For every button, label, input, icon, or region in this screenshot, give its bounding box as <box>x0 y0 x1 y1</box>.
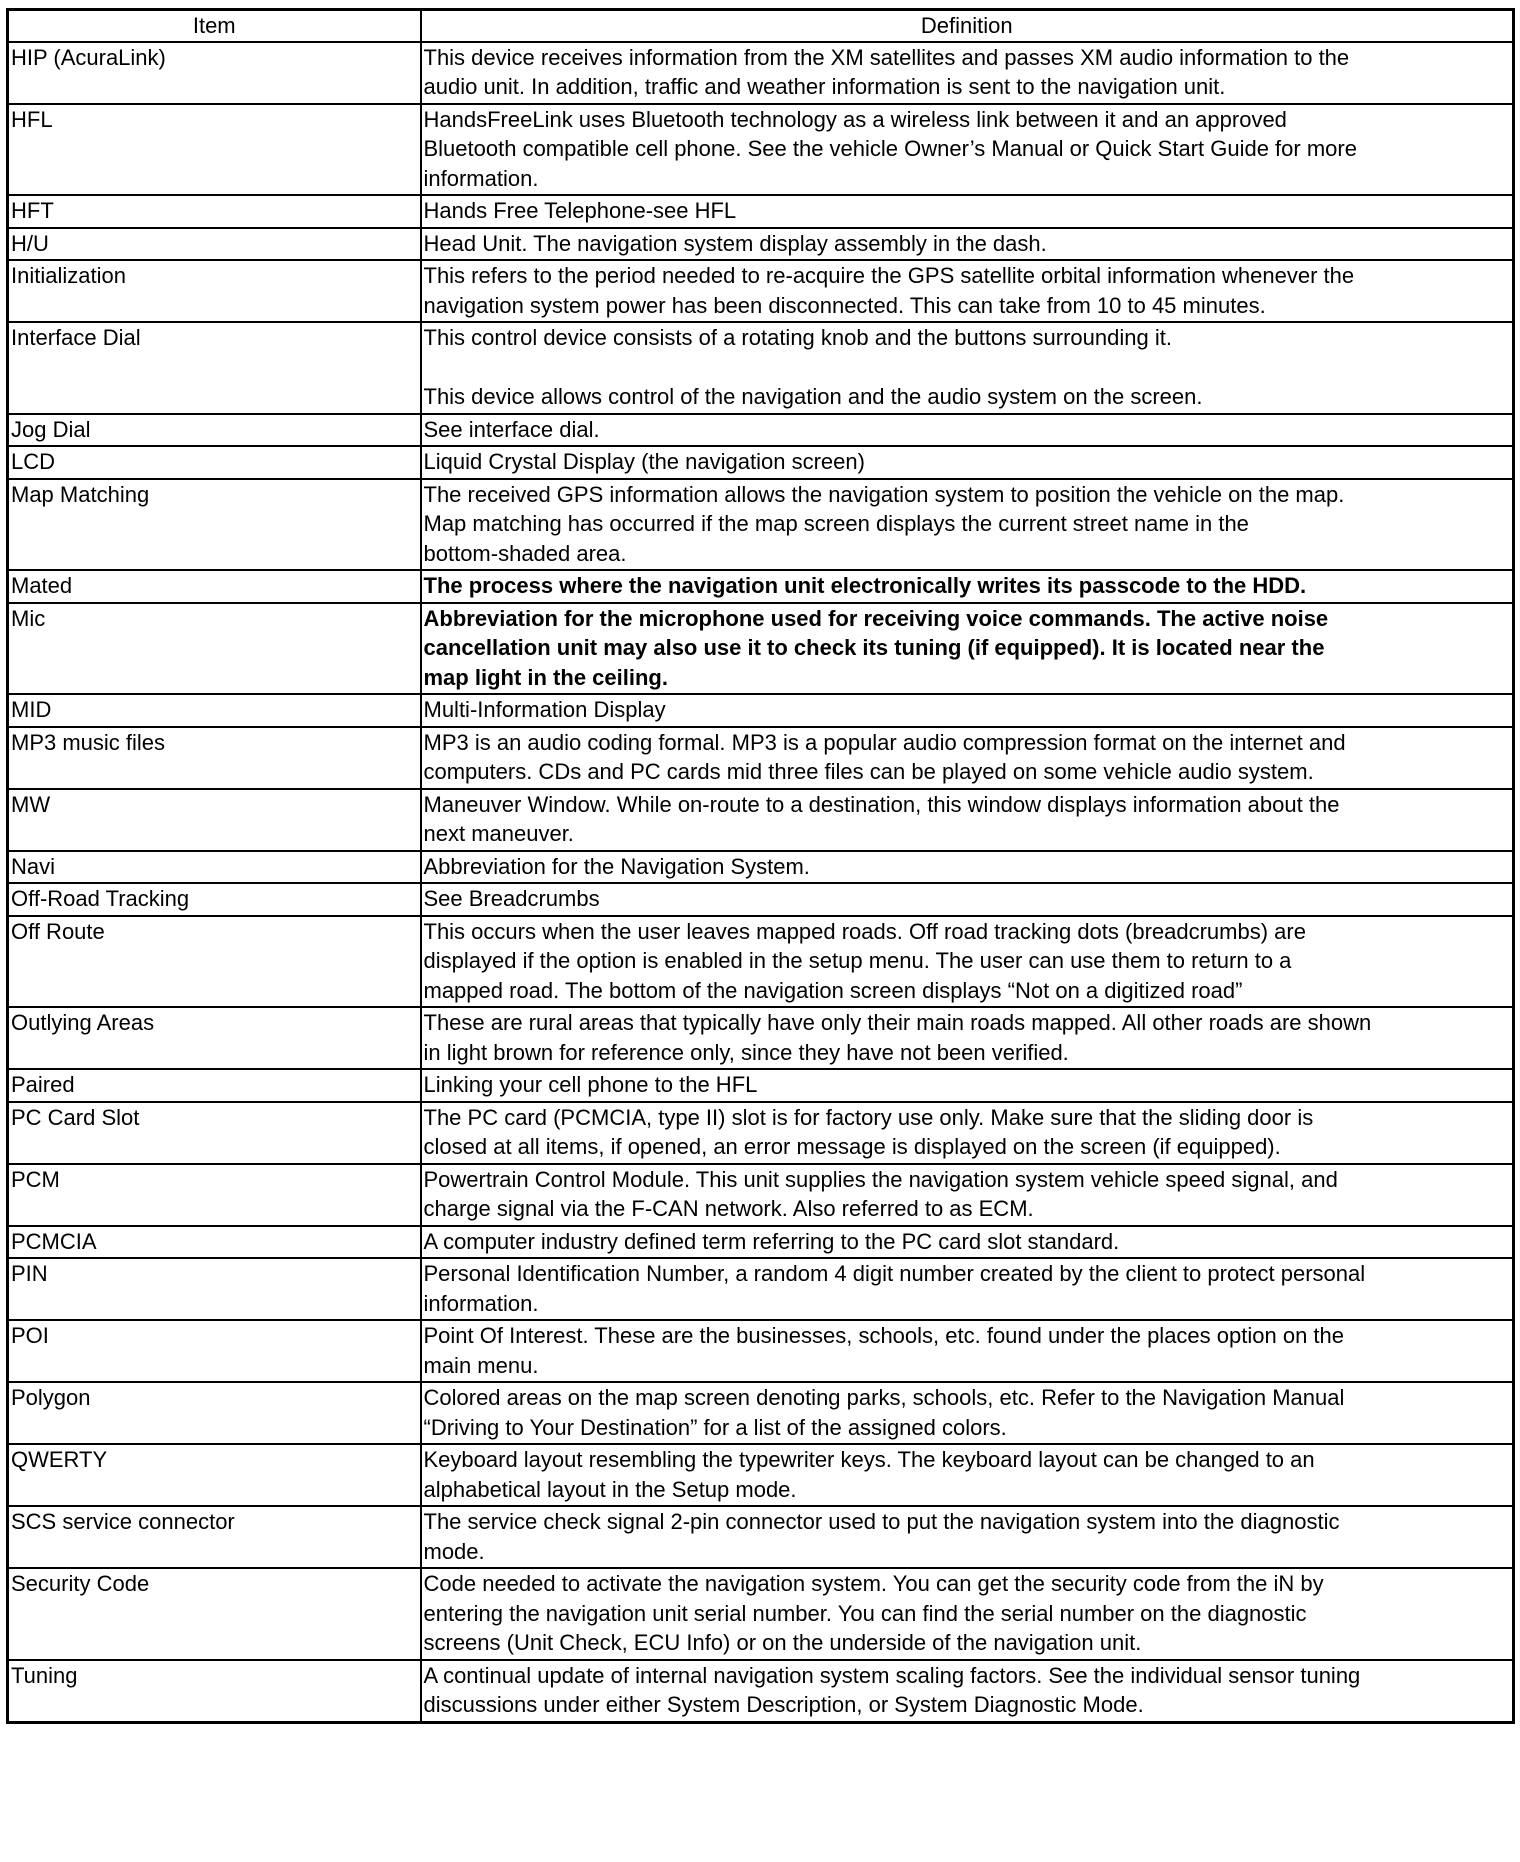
term-cell: Off-Road Tracking <box>8 883 421 916</box>
table-row <box>8 727 1514 789</box>
term-cell: MW <box>8 789 421 851</box>
definition-cell: HandsFreeLink uses Bluetooth technology as a wireless link between it and an approved Bluetooth compatible cell phone. See the vehicle Owner’s Manual or Quick Start Guide for more information. <box>421 104 1514 196</box>
table-row <box>8 1568 1514 1660</box>
table-row <box>8 1320 1514 1382</box>
definition-cell: This device receives information from the XM satellites and passes XM audio information to the audio unit. In addition, traffic and weather information is sent to the navigation unit. <box>421 42 1514 104</box>
term-cell: HIP (AcuraLink) <box>8 42 421 104</box>
term-cell: Polygon <box>8 1382 421 1444</box>
term-cell: MID <box>8 694 421 727</box>
table-row <box>8 1164 1514 1226</box>
definition-cell: MP3 is an audio coding formal. MP3 is a popular audio compression format on the internet and computers. CDs and PC cards mid three files can be played on some vehicle audio system. <box>421 727 1514 789</box>
table-row <box>8 916 1514 1008</box>
column-header-definition: Definition <box>421 10 1514 42</box>
definition-cell: The received GPS information allows the navigation system to position the vehicle on the map. Map matching has occurred if the map screen displays the current street name in the bottom-shaded area. <box>421 479 1514 571</box>
definition-cell: These are rural areas that typically have only their main roads mapped. All other roads are shown in light brown for reference only, since they have not been verified. <box>421 1007 1514 1069</box>
table-row <box>8 1226 1514 1259</box>
table-row <box>8 1258 1514 1320</box>
definition-cell: The PC card (PCMCIA, type II) slot is for factory use only. Make sure that the sliding door is closed at all items, if opened, an error message is displayed on the screen (if equipped). <box>421 1102 1514 1164</box>
table-row <box>8 1069 1514 1102</box>
definition-cell: Point Of Interest. These are the businesses, schools, etc. found under the places option on the main menu. <box>421 1320 1514 1382</box>
table-row <box>8 570 1514 603</box>
table-row <box>8 479 1514 571</box>
term-cell: Security Code <box>8 1568 421 1660</box>
term-cell: QWERTY <box>8 1444 421 1506</box>
table-row <box>8 322 1514 414</box>
table-row <box>8 1102 1514 1164</box>
definition-cell: Powertrain Control Module. This unit supplies the navigation system vehicle speed signal, and charge signal via the F-CAN network. Also referred to as ECM. <box>421 1164 1514 1226</box>
header-row <box>8 10 1514 42</box>
term-cell: Map Matching <box>8 479 421 571</box>
term-cell: PCM <box>8 1164 421 1226</box>
term-cell: Off Route <box>8 916 421 1008</box>
definition-cell: Abbreviation for the microphone used for receiving voice commands. The active noise cancellation unit may also use it to check its tuning (if equipped). It is located near the map light in the ceiling. <box>421 603 1514 695</box>
table-row <box>8 883 1514 916</box>
table-row <box>8 789 1514 851</box>
term-cell: POI <box>8 1320 421 1382</box>
table-row <box>8 1007 1514 1069</box>
definition-cell: Code needed to activate the navigation system. You can get the security code from the iN by entering the navigation unit serial number. You can find the serial number on the diagnostic screens (Unit Check, ECU Info) or on the underside of the navigation unit. <box>421 1568 1514 1660</box>
table-row <box>8 104 1514 196</box>
definition-cell: See interface dial. <box>421 414 1514 447</box>
term-cell: Outlying Areas <box>8 1007 421 1069</box>
table-row <box>8 42 1514 104</box>
definition-cell: Personal Identification Number, a random 4 digit number created by the client to protect personal information. <box>421 1258 1514 1320</box>
definition-cell: Abbreviation for the Navigation System. <box>421 851 1514 884</box>
term-cell: MP3 music files <box>8 727 421 789</box>
definition-cell: A continual update of internal navigation system scaling factors. See the individual sensor tuning discussions under either System Description, or System Diagnostic Mode. <box>421 1660 1514 1723</box>
term-cell: LCD <box>8 446 421 479</box>
definition-cell: Hands Free Telephone-see HFL <box>421 195 1514 228</box>
term-cell: PC Card Slot <box>8 1102 421 1164</box>
definition-cell: Keyboard layout resembling the typewriter keys. The keyboard layout can be changed to an alphabetical layout in the Setup mode. <box>421 1444 1514 1506</box>
term-cell: Initialization <box>8 260 421 322</box>
definition-cell: This refers to the period needed to re-acquire the GPS satellite orbital information whenever the navigation system power has been disconnected. This can take from 10 to 45 minutes. <box>421 260 1514 322</box>
definition-cell: Head Unit. The navigation system display assembly in the dash. <box>421 228 1514 261</box>
table-row <box>8 1660 1514 1723</box>
definition-cell: A computer industry defined term referring to the PC card slot standard. <box>421 1226 1514 1259</box>
table-row <box>8 446 1514 479</box>
term-cell: PCMCIA <box>8 1226 421 1259</box>
column-header-item: Item <box>8 10 421 42</box>
table-row <box>8 195 1514 228</box>
definition-cell: This occurs when the user leaves mapped roads. Off road tracking dots (breadcrumbs) are displayed if the option is enabled in the setup menu. The user can use them to return to a mapped road. The bottom of the navigation screen displays “Not on a digitized road” <box>421 916 1514 1008</box>
table-row <box>8 1444 1514 1506</box>
definition-cell: This control device consists of a rotating knob and the buttons surrounding it. This device allows control of the navigation and the audio system on the screen. <box>421 322 1514 414</box>
definition-cell: Multi-Information Display <box>421 694 1514 727</box>
table-row <box>8 694 1514 727</box>
term-cell: PIN <box>8 1258 421 1320</box>
term-cell: Jog Dial <box>8 414 421 447</box>
definition-cell: Liquid Crystal Display (the navigation screen) <box>421 446 1514 479</box>
term-cell: H/U <box>8 228 421 261</box>
definition-cell: The process where the navigation unit electronically writes its passcode to the HDD. <box>421 570 1514 603</box>
term-cell: SCS service connector <box>8 1506 421 1568</box>
term-cell: Mated <box>8 570 421 603</box>
definition-cell: See Breadcrumbs <box>421 883 1514 916</box>
term-cell: Interface Dial <box>8 322 421 414</box>
definition-cell: The service check signal 2-pin connector used to put the navigation system into the diagnostic mode. <box>421 1506 1514 1568</box>
table-row <box>8 1506 1514 1568</box>
term-cell: Tuning <box>8 1660 421 1723</box>
definition-cell: Linking your cell phone to the HFL <box>421 1069 1514 1102</box>
definition-cell: Colored areas on the map screen denoting parks, schools, etc. Refer to the Navigation Manual “Driving to Your Destination” for a list of the assigned colors. <box>421 1382 1514 1444</box>
term-cell: Navi <box>8 851 421 884</box>
table-row <box>8 1382 1514 1444</box>
table-row <box>8 603 1514 695</box>
term-cell: HFL <box>8 104 421 196</box>
term-cell: Mic <box>8 603 421 695</box>
table-row <box>8 851 1514 884</box>
glossary-table <box>6 8 1515 1724</box>
term-cell: HFT <box>8 195 421 228</box>
table-row <box>8 414 1514 447</box>
glossary-body <box>8 42 1514 1723</box>
term-cell: Paired <box>8 1069 421 1102</box>
table-row <box>8 228 1514 261</box>
definition-cell: Maneuver Window. While on-route to a destination, this window displays information about the next maneuver. <box>421 789 1514 851</box>
table-row <box>8 260 1514 322</box>
